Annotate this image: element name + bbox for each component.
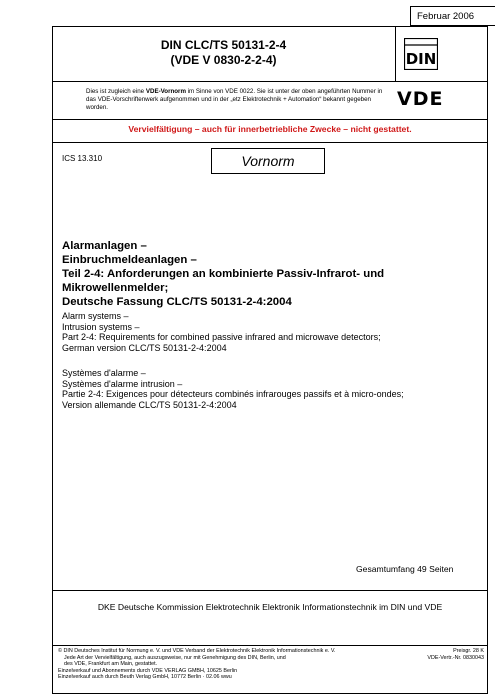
title-fr-line: Systèmes d'alarme intrusion – — [62, 378, 183, 389]
price-info — [398, 648, 484, 661]
copyright-line: Einzelverkauf auch durch Beuth Verlag GmbH, 10772 Berlin · 02.06 wwu — [58, 674, 232, 680]
title-french — [62, 368, 482, 410]
din-logo-icon — [404, 38, 438, 70]
copyright-line: des VDE, Frankfurt am Main, gestattet. — [64, 661, 158, 667]
document-type-badge: Vornorm — [211, 148, 325, 174]
copyright-notice — [58, 648, 398, 681]
divider — [52, 142, 488, 143]
vde-number: (VDE V 0830-2-2-4) — [170, 53, 277, 67]
title-de-line: Einbruchmeldeanlagen – — [62, 254, 197, 266]
title-de-line: Teil 2-4: Anforderungen an kombinierte Passiv-Infrarot- und — [62, 268, 385, 280]
total-pages: Gesamtumfang 49 Seiten — [356, 564, 454, 574]
vde-notice-area — [52, 82, 488, 120]
title-english — [62, 311, 482, 353]
ics-code: ICS 13.310 — [62, 154, 103, 163]
standard-header — [52, 26, 396, 82]
title-de-line: Mikrowellenmelder; — [62, 282, 169, 294]
copyright-line: Einzelverkauf und Abonnements durch VDE VERLAG GMBH, 10625 Berlin — [58, 667, 238, 674]
title-fr-line: Version allemande CLC/TS 50131-2-4:2004 — [62, 399, 237, 410]
title-fr-line: Partie 2-4: Exigences pour détecteurs combinés infrarouges passifs et à micro-ondes; — [62, 389, 404, 399]
copyright-line: © DIN Deutsches Institut für Normung e. V. und VDE Verband der Elektrotechnik Elektronik Informationstechnik e. V. — [58, 648, 336, 654]
price-group: Preisgr. 28 K — [453, 648, 484, 654]
title-fr-line: Systèmes d'alarme – — [62, 368, 146, 378]
vde-notice: Dies ist zugleich eine VDE-Vornorm im Sinne von VDE 0022. Sie ist unter der oben angeführten Nummer in das VDE-Vorschriftenwerk aufgenommen und in der „etz Elektrotechnik + Automation“ bekannt gegeben worden. — [86, 88, 383, 111]
title-de-line: Deutsche Fassung CLC/TS 50131-2-4:2004 — [62, 296, 292, 308]
din-logo — [396, 26, 488, 82]
standard-number: DIN CLC/TS 50131-2-4 — [160, 38, 287, 52]
copyright-line: Jede Art der Vervielfältigung, auch auszugsweise, nur mit Genehmigung des DIN, Berlin, und — [64, 654, 286, 661]
publication-date: Februar 2006 — [410, 6, 495, 26]
title-en-line: Alarm systems – — [62, 311, 129, 321]
title-en-line: German version CLC/TS 50131-2-4:2004 — [62, 342, 227, 353]
title-de-line: Alarmanlagen – — [62, 240, 147, 252]
divider — [52, 590, 488, 591]
reproduction-warning: Vervielfältigung – auch für innerbetriebliche Zwecke – nicht gestattet. — [128, 124, 412, 134]
title-en-line: Intrusion systems – — [62, 321, 140, 332]
vde-logo: VDE — [397, 88, 444, 110]
title-german — [62, 239, 472, 309]
title-en-line: Part 2-4: Requirements for combined passive infrared and microwave detectors; — [62, 332, 381, 342]
order-number: VDE-Vertr.-Nr. 0830043 — [427, 654, 484, 661]
divider — [52, 645, 488, 646]
din-logo-text: DIN — [405, 50, 437, 68]
dke-line: DKE Deutsche Kommission Elektrotechnik Elektronik Informationstechnik im DIN und VDE — [97, 602, 443, 612]
